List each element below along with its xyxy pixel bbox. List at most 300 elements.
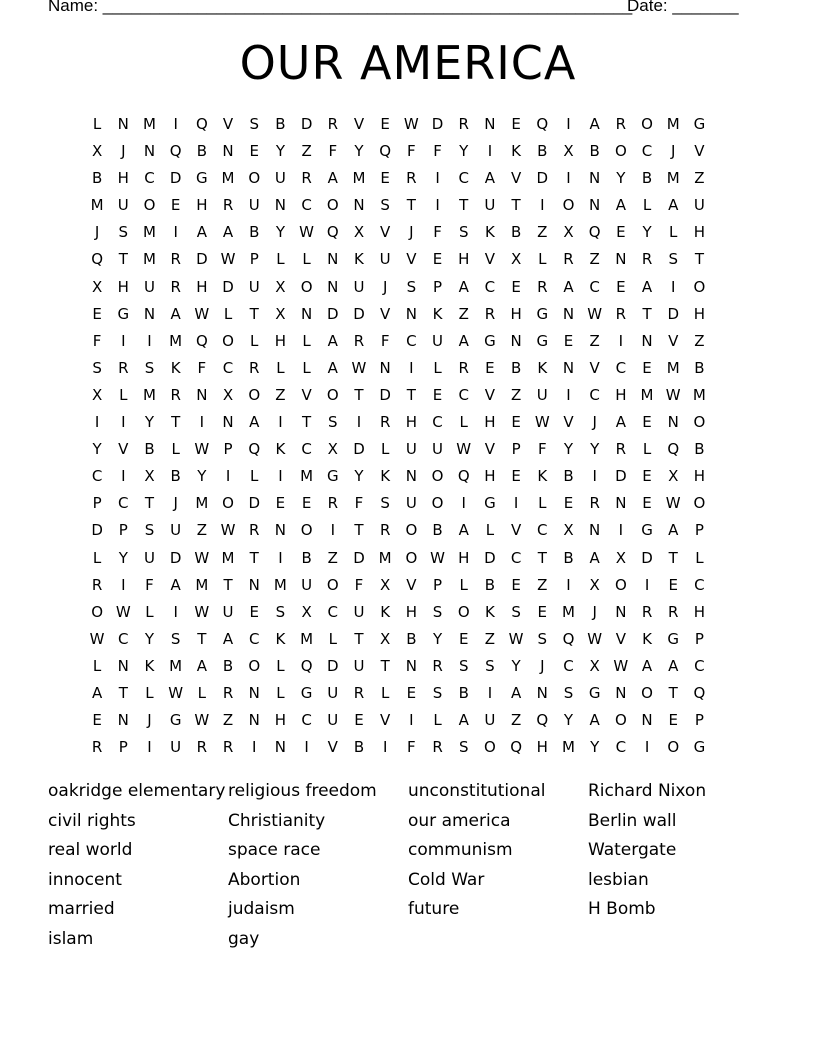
grid-letter: U [405, 494, 417, 513]
grid-letter: W [299, 223, 315, 242]
word-list-item: Cold War [408, 869, 485, 890]
grid-letter: X [222, 385, 234, 404]
grid-letter: V [406, 250, 417, 269]
grid-letter: Y [563, 440, 574, 459]
grid-letter: I [121, 331, 126, 350]
grid-letter: D [300, 115, 313, 133]
grid-letter: T [354, 629, 364, 648]
grid-letter: N [589, 521, 601, 540]
grid-letter: R [379, 521, 391, 540]
grid-letter: Z [301, 142, 312, 161]
grid-letter: T [144, 494, 155, 513]
grid-letter: B [196, 142, 207, 161]
grid-row [84, 141, 713, 168]
grid-letter: H [693, 223, 706, 242]
grid-letter: R [249, 358, 260, 377]
grid-letter: T [459, 196, 469, 215]
grid-letter: N [117, 711, 129, 730]
grid-letter: L [642, 440, 652, 459]
date-field-label[interactable]: Date: _______ [627, 0, 739, 15]
grid-letter: W [456, 440, 472, 459]
grid-letter: O [457, 602, 470, 621]
grid-letter: U [274, 169, 286, 188]
grid-letter: E [458, 629, 469, 648]
grid-letter: U [327, 683, 339, 702]
grid-letter: Q [457, 467, 470, 486]
grid-letter: I [330, 521, 335, 540]
grid-letter: H [615, 385, 627, 404]
grid-row [84, 249, 713, 276]
grid-letter: X [589, 656, 600, 675]
grid-letter: O [300, 521, 313, 540]
grid-letter: B [353, 738, 365, 757]
grid-letter: P [118, 521, 128, 540]
grid-letter: I [671, 277, 676, 296]
grid-letter: I [356, 413, 362, 432]
grid-letter: S [92, 358, 102, 377]
grid-letter: G [484, 494, 496, 513]
grid-letter: W [430, 548, 445, 567]
grid-letter: H [196, 277, 208, 296]
word-list-item: lesbian [588, 869, 649, 890]
grid-letter: Q [169, 142, 182, 161]
grid-letter: G [641, 521, 653, 540]
grid-row [84, 466, 713, 493]
grid-row [84, 602, 713, 629]
grid-letter: S [458, 738, 469, 757]
grid-letter: N [248, 683, 260, 702]
grid-letter: T [302, 413, 312, 432]
grid-letter: U [353, 656, 365, 675]
grid-letter: G [693, 115, 706, 133]
grid-letter: W [115, 602, 131, 621]
grid-letter: X [615, 548, 626, 567]
grid-letter: V [222, 115, 234, 133]
grid-letter: A [91, 683, 103, 702]
grid-letter: Z [510, 385, 522, 404]
grid-letter: E [642, 494, 652, 513]
grid-letter: X [91, 142, 103, 161]
grid-letter: J [592, 602, 597, 621]
grid-letter: S [144, 521, 155, 540]
grid-letter: N [117, 656, 129, 675]
grid-letter: B [91, 169, 103, 188]
grid-letter: A [222, 629, 234, 648]
grid-letter: W [587, 629, 603, 648]
grid-letter: A [615, 196, 626, 215]
grid-letter: X [668, 467, 679, 486]
grid-letter: D [379, 385, 391, 404]
grid-letter: A [668, 196, 679, 215]
grid-letter: M [221, 548, 235, 567]
grid-letter: Q [300, 656, 313, 675]
grid-letter: C [301, 196, 312, 215]
grid-row [84, 168, 713, 195]
grid-letter: V [510, 521, 522, 540]
grid-letter: H [536, 738, 548, 757]
grid-letter: A [170, 575, 181, 594]
grid-letter: O [91, 602, 103, 621]
grid-letter: X [510, 250, 522, 269]
grid-letter: I [618, 521, 624, 540]
grid-letter: F [197, 358, 207, 377]
grid-letter: R [458, 358, 469, 377]
grid-letter: B [275, 115, 286, 133]
grid-letter: O [693, 413, 706, 432]
grid-letter: I [121, 413, 126, 432]
grid-letter: A [458, 331, 469, 350]
grid-letter: L [197, 683, 207, 702]
grid-letter: V [563, 413, 574, 432]
grid-letter: I [409, 358, 414, 377]
grid-letter: L [171, 440, 180, 459]
grid-letter: F [92, 331, 102, 350]
grid-letter: W [351, 358, 367, 377]
grid-row [84, 331, 713, 358]
grid-letter: A [458, 711, 469, 730]
grid-letter: J [147, 711, 152, 730]
grid-letter: I [94, 413, 100, 432]
grid-letter: C [248, 629, 260, 648]
grid-letter: V [484, 440, 496, 459]
grid-letter: E [511, 413, 521, 432]
grid-row [84, 683, 713, 710]
grid-letter: W [194, 602, 210, 621]
grid-letter: M [195, 575, 209, 594]
grid-letter: L [328, 629, 337, 648]
grid-letter: B [144, 440, 155, 459]
grid-letter: B [170, 467, 181, 486]
grid-letter: R [406, 169, 417, 188]
grid-letter: I [278, 467, 283, 486]
grid-letter: E [432, 385, 443, 404]
grid-letter: G [169, 711, 182, 730]
grid-letter: E [275, 494, 286, 513]
grid-letter: N [274, 738, 287, 757]
grid-letter: L [145, 602, 154, 621]
grid-letter: U [143, 548, 155, 567]
grid-letter: G [588, 683, 601, 702]
grid-letter: B [589, 142, 600, 161]
grid-letter: T [249, 304, 259, 323]
grid-letter: N [615, 250, 627, 269]
grid-letter: N [353, 196, 365, 215]
grid-letter: L [380, 440, 390, 459]
grid-letter: D [327, 304, 339, 323]
grid-letter: B [694, 440, 705, 459]
grid-letter: F [145, 575, 154, 594]
grid-letter: O [693, 277, 706, 296]
grid-letter: T [354, 385, 364, 404]
grid-letter: V [118, 440, 129, 459]
grid-letter: Q [195, 331, 208, 350]
grid-letter: T [642, 304, 652, 323]
grid-row [84, 548, 713, 575]
grid-letter: O [614, 142, 627, 161]
grid-letter: L [433, 358, 442, 377]
word-list-item: future [408, 899, 460, 920]
grid-letter: M [169, 656, 183, 675]
grid-letter: D [615, 467, 627, 486]
grid-letter: R [458, 115, 469, 133]
grid-letter: W [194, 548, 210, 567]
grid-letter: Z [327, 548, 338, 567]
grid-letter: P [92, 494, 102, 513]
grid-letter: W [220, 521, 236, 540]
grid-letter: E [92, 711, 102, 730]
grid-letter: E [432, 250, 443, 269]
grid-letter: A [249, 413, 260, 432]
grid-letter: J [540, 656, 545, 675]
grid-letter: R [196, 738, 208, 757]
grid-letter: Y [642, 223, 652, 242]
grid-letter: V [406, 575, 417, 594]
grid-letter: P [694, 629, 704, 648]
grid-letter: Y [275, 142, 285, 161]
grid-letter: C [432, 413, 443, 432]
grid-letter: R [589, 494, 600, 513]
grid-letter: Y [118, 548, 128, 567]
grid-letter: A [196, 656, 207, 675]
grid-letter: H [117, 277, 129, 296]
grid-letter: I [173, 602, 178, 621]
grid-letter: I [252, 738, 257, 757]
grid-letter: E [642, 413, 652, 432]
grid-letter: E [642, 358, 652, 377]
grid-letter: V [589, 358, 600, 377]
grid-letter: H [196, 196, 208, 215]
grid-letter: O [143, 196, 156, 215]
grid-letter: B [563, 548, 574, 567]
grid-letter: I [592, 467, 597, 486]
grid-letter: L [669, 223, 678, 242]
grid-letter: T [694, 250, 704, 269]
grid-letter: Z [484, 629, 496, 648]
grid-letter: B [537, 142, 548, 161]
grid-letter: W [194, 711, 210, 730]
grid-letter: R [327, 494, 338, 513]
word-list-item: Richard Nixon [588, 781, 707, 801]
grid-letter: F [354, 494, 364, 513]
grid-row [84, 412, 713, 439]
word-list-item: married [48, 899, 115, 920]
grid-letter: I [435, 169, 440, 188]
grid-letter: T [668, 548, 678, 567]
grid-letter: M [561, 602, 575, 621]
grid-letter: P [249, 250, 259, 269]
grid-letter: P [118, 738, 128, 757]
grid-letter: M [142, 115, 156, 133]
grid-letter: F [407, 738, 416, 757]
grid-letter: I [513, 494, 519, 513]
word-list-item: real world [48, 840, 133, 861]
grid-letter: E [537, 602, 548, 621]
grid-letter: R [301, 169, 312, 188]
grid-letter: V [484, 385, 496, 404]
grid-letter: R [170, 250, 181, 269]
grid-letter: D [431, 115, 444, 133]
grid-letter: U [432, 331, 444, 350]
grid-letter: N [117, 115, 129, 133]
grid-letter: O [693, 494, 706, 513]
grid-letter: B [432, 521, 443, 540]
grid-letter: W [403, 115, 419, 133]
grid-letter: K [275, 629, 286, 648]
grid-letter: J [173, 494, 178, 513]
grid-letter: D [353, 440, 365, 459]
grid-letter: O [326, 196, 339, 215]
grid-letter: V [668, 331, 679, 350]
grid-letter: K [380, 467, 391, 486]
grid-letter: W [89, 629, 105, 648]
grid-letter: H [405, 602, 417, 621]
grid-letter: H [484, 467, 496, 486]
grid-letter: G [536, 331, 549, 350]
grid-letter: Z [589, 331, 600, 350]
grid-letter: R [615, 440, 627, 459]
grid-letter: R [222, 738, 234, 757]
grid-letter: F [380, 331, 390, 350]
grid-letter: X [91, 385, 103, 404]
name-field-label[interactable]: Name: ________________________________________________________ [48, 0, 633, 15]
grid-letter: R [537, 277, 548, 296]
grid-letter: A [510, 683, 522, 702]
grid-letter: N [589, 169, 601, 188]
grid-letter: I [278, 548, 283, 567]
grid-letter: A [327, 358, 338, 377]
grid-letter: Z [510, 711, 522, 730]
grid-letter: A [484, 169, 496, 188]
grid-letter: W [665, 385, 681, 404]
grid-letter: C [301, 440, 312, 459]
grid-letter: X [91, 277, 103, 296]
word-list-item: Berlin wall [588, 810, 677, 831]
grid-letter: D [196, 250, 208, 269]
grid-letter: A [563, 277, 574, 296]
grid-letter: C [327, 602, 339, 621]
grid-letter: N [641, 331, 653, 350]
grid-letter: T [171, 413, 181, 432]
grid-letter: Z [196, 521, 207, 540]
grid-letter: C [118, 629, 129, 648]
grid-letter: C [589, 385, 600, 404]
grid-row [84, 710, 713, 737]
grid-letter: W [194, 440, 210, 459]
grid-letter: E [380, 169, 390, 188]
grid-letter: Q [693, 683, 706, 702]
grid-letter: Y [563, 711, 574, 730]
grid-letter: X [301, 602, 312, 621]
grid-letter: F [433, 142, 442, 161]
grid-letter: N [615, 494, 627, 513]
grid-letter: I [644, 575, 650, 594]
grid-letter: A [668, 656, 679, 675]
grid-letter: D [667, 304, 679, 323]
grid-letter: R [91, 575, 103, 594]
grid-letter: S [432, 683, 443, 702]
grid-letter: N [510, 331, 522, 350]
grid-letter: A [458, 277, 469, 296]
grid-letter: S [118, 223, 129, 242]
grid-letter: I [382, 738, 388, 757]
grid-letter: E [249, 602, 259, 621]
grid-letter: E [249, 142, 259, 161]
grid-letter: J [121, 142, 126, 161]
grid-letter: X [353, 223, 365, 242]
grid-letter: L [459, 413, 468, 432]
grid-letter: V [301, 385, 312, 404]
grid-row [84, 439, 713, 466]
grid-letter: G [536, 304, 549, 323]
grid-letter: U [117, 196, 129, 215]
grid-letter: N [327, 277, 339, 296]
grid-letter: L [92, 548, 102, 567]
word-list-item: communism [408, 840, 513, 861]
grid-letter: L [92, 115, 102, 133]
grid-letter: S [458, 223, 469, 242]
grid-letter: C [537, 521, 548, 540]
grid-letter: T [118, 250, 128, 269]
grid-letter: U [248, 196, 260, 215]
grid-letter: K [170, 358, 181, 377]
grid-letter: C [406, 331, 417, 350]
grid-letter: W [220, 250, 236, 269]
grid-letter: M [666, 115, 680, 133]
grid-letter: V [353, 115, 365, 133]
grid-letter: O [326, 575, 339, 594]
word-list-item: religious freedom [228, 781, 377, 801]
grid-letter: L [538, 250, 547, 269]
grid-letter: D [484, 548, 496, 567]
grid-letter: X [563, 142, 574, 161]
grid-letter: R [615, 304, 627, 323]
grid-row [84, 222, 713, 249]
grid-letter: U [327, 711, 339, 730]
grid-letter: T [406, 196, 416, 215]
grid-letter: D [169, 169, 182, 188]
grid-letter: N [536, 683, 548, 702]
grid-letter: I [644, 738, 650, 757]
grid-letter: T [354, 521, 364, 540]
grid-letter: R [668, 602, 679, 621]
word-search-grid [84, 114, 713, 764]
grid-letter: C [615, 358, 627, 377]
grid-letter: M [666, 358, 680, 377]
grid-letter: M [142, 223, 156, 242]
grid-letter: V [380, 304, 391, 323]
grid-letter: R [432, 738, 443, 757]
word-list-item: civil rights [48, 810, 136, 831]
grid-letter: Q [588, 223, 601, 242]
grid-letter: K [511, 142, 522, 161]
grid-letter: N [405, 304, 417, 323]
grid-letter: T [197, 629, 207, 648]
grid-letter: I [461, 494, 466, 513]
grid-letter: O [667, 738, 680, 757]
grid-letter: N [196, 385, 208, 404]
grid-letter: A [196, 223, 207, 242]
grid-row [84, 493, 713, 520]
grid-letter: C [694, 575, 705, 594]
grid-letter: W [587, 304, 603, 323]
grid-row [84, 575, 713, 602]
grid-letter: N [667, 413, 679, 432]
grid-letter: K [144, 656, 155, 675]
grid-letter: E [485, 358, 495, 377]
grid-letter: W [168, 683, 184, 702]
grid-letter: N [641, 711, 653, 730]
grid-letter: U [484, 711, 496, 730]
